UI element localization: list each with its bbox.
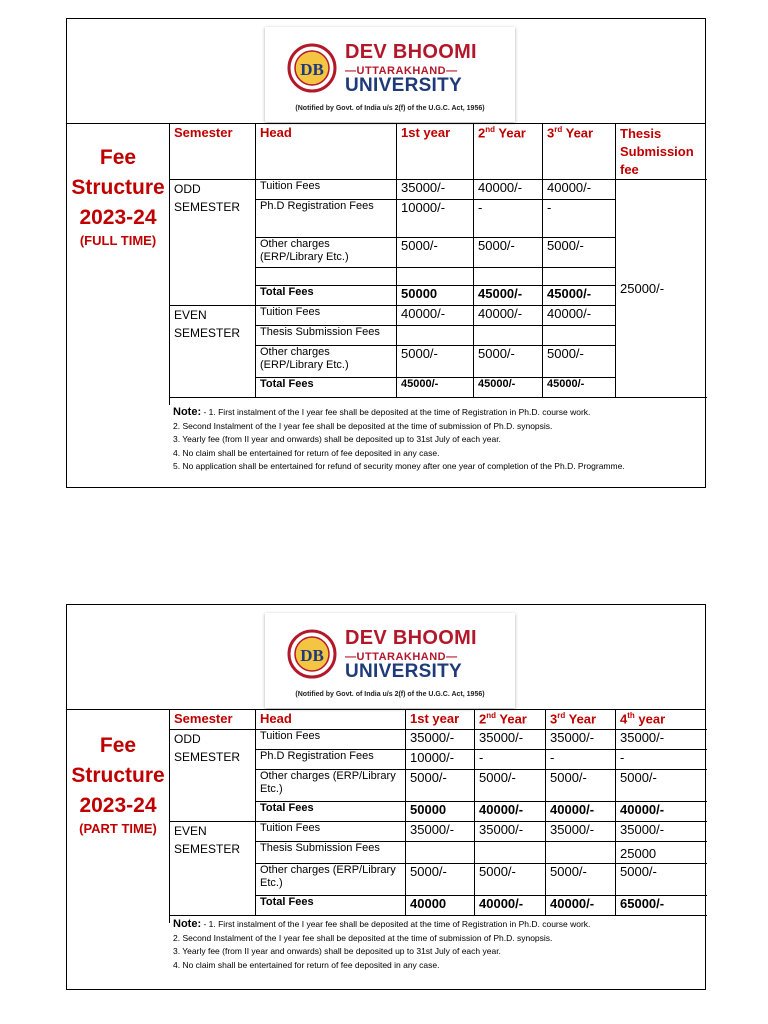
logo-notification: (Notified by Govt. of India u/s 2(f) of the U.G.C. Act, 1956) (295, 105, 485, 112)
row-y4: 35000/- (616, 729, 707, 749)
side-title-line3: 2023-24 (79, 206, 157, 229)
university-emblem-icon (287, 41, 337, 97)
row-y2: 5000/- (475, 769, 546, 801)
row-y1: 40000 (406, 895, 475, 915)
logo-notification: (Notified by Govt. of India u/s 2(f) of the U.G.C. Act, 1956) (295, 691, 485, 698)
row-head: Total Fees (256, 286, 397, 306)
fee-table (169, 709, 707, 916)
row-y3: 5000/- (543, 238, 616, 268)
row-head: Other charges (ERP/Library Etc.) (256, 769, 406, 801)
svg-text:DB: DB (300, 646, 324, 665)
row-y1: 50000 (397, 286, 474, 306)
even-semester-label: EVEN SEMESTER (170, 306, 256, 398)
logo-line2: —UTTARAKHAND— (345, 65, 458, 77)
logo-line2: —UTTARAKHAND— (345, 651, 458, 663)
row-y4: - (616, 749, 707, 769)
fee-structure-full-time (66, 18, 706, 488)
fee-table (169, 123, 707, 398)
university-logo (265, 27, 515, 122)
header-thesis-fee: Thesis Submission fee (616, 123, 707, 180)
row-y3: 35000/- (546, 821, 616, 841)
row-head: Other charges (ERP/Library Etc.) (256, 863, 406, 895)
row-head: Tuition Fees (256, 729, 406, 749)
row-head: Ph.D Registration Fees (256, 200, 397, 238)
header-year1: 1st year (397, 123, 474, 180)
thesis-fee-value: 25000/- (616, 180, 707, 398)
note-line: 3. Yearly fee (from II year and onwards) shall be deposited up to 31st July of each year. (173, 434, 501, 444)
row-y3: - (543, 200, 616, 238)
row-y1: 10000/- (406, 749, 475, 769)
row-y1: 5000/- (406, 769, 475, 801)
row-y1: 5000/- (406, 863, 475, 895)
table-row (170, 729, 707, 749)
note-line: 3. Yearly fee (from II year and onwards) shall be deposited up to 31st July of each year. (173, 946, 501, 956)
logo-line1: DEV BHOOMI (345, 627, 477, 649)
row-y3: 5000/- (543, 346, 616, 378)
odd-semester-label: ODD SEMESTER (170, 180, 256, 306)
side-title-line1: Fee (99, 734, 137, 757)
row-y3: 45000/- (543, 378, 616, 398)
row-y2: 35000/- (475, 821, 546, 841)
row-y1: 45000/- (397, 378, 474, 398)
row-y2: 45000/- (474, 286, 543, 306)
row-head: Ph.D Registration Fees (256, 749, 406, 769)
side-title (67, 123, 170, 405)
logo-line1: DEV BHOOMI (345, 41, 477, 63)
fee-structure-part-time (66, 604, 706, 990)
row-y2: 35000/- (475, 729, 546, 749)
side-title-mode: (FULL TIME) (79, 233, 157, 248)
row-y4: 65000/- (616, 895, 707, 915)
table-header-row (170, 709, 707, 729)
row-head: Other charges (ERP/Library Etc.) (256, 346, 397, 378)
row-head: Total Fees (256, 378, 397, 398)
note-label: Note: (173, 406, 202, 418)
logo-line3: UNIVERSITY (345, 661, 463, 682)
row-y1: 35000/- (397, 180, 474, 200)
even-semester-label: EVEN SEMESTER (170, 821, 256, 915)
row-y1: 35000/- (406, 729, 475, 749)
note-line: 4. No claim shall be entertained for return of fee deposited in any case. (173, 447, 440, 458)
table-header-row (170, 123, 707, 180)
note-line: Note: - 1. First instalment of the I year fee shall be deposited at the time of Registration in Ph.D. course work. (173, 918, 591, 930)
header-row (67, 19, 705, 124)
note-label: Note: (173, 918, 202, 930)
row-y2: 40000/- (474, 180, 543, 200)
row-y3: 5000/- (546, 769, 616, 801)
note-line: 5. No application shall be entertained for refund of security money after one year of completion of the Ph.D. Programme. (173, 461, 625, 471)
row-y3: 35000/- (546, 729, 616, 749)
row-head: Tuition Fees (256, 306, 397, 326)
side-title-mode: (PART TIME) (79, 821, 157, 836)
header-year3: 3rd Year (543, 123, 616, 180)
header-head: Head (256, 709, 406, 729)
header-year2: 2nd Year (474, 123, 543, 180)
row-y4: 5000/- (616, 863, 707, 895)
row-y3: 40000/- (543, 180, 616, 200)
note-line: 2. Second Instalment of the I year fee shall be deposited at the time of submission of Ph.D. synopsis. (173, 932, 553, 943)
row-y3: - (546, 749, 616, 769)
header-year2: 2nd Year (475, 709, 546, 729)
row-y2: 40000/- (475, 801, 546, 821)
row-y2: 40000/- (475, 895, 546, 915)
row-y3: 45000/- (543, 286, 616, 306)
side-title-line1: Fee (99, 146, 137, 169)
row-y1: 40000/- (397, 306, 474, 326)
row-y2: 5000/- (474, 346, 543, 378)
row-y2: 5000/- (474, 238, 543, 268)
header-year4: 4th year (616, 709, 707, 729)
row-y4: 5000/- (616, 769, 707, 801)
row-y2: - (474, 200, 543, 238)
header-year1: 1st year (406, 709, 475, 729)
header-semester: Semester (170, 709, 256, 729)
row-y1: 50000 (406, 801, 475, 821)
table-row (170, 180, 707, 200)
row-y2: 45000/- (474, 378, 543, 398)
odd-semester-label: ODD SEMESTER (170, 729, 256, 821)
row-y1: 35000/- (406, 821, 475, 841)
side-title-line2: Structure (71, 176, 165, 199)
row-y1: 5000/- (397, 346, 474, 378)
university-logo (265, 613, 515, 708)
header-row (67, 605, 705, 710)
row-y3: 40000/- (546, 801, 616, 821)
svg-text:DB: DB (300, 60, 324, 79)
university-emblem-icon (287, 627, 337, 683)
row-head: Tuition Fees (256, 821, 406, 841)
note-line: 4. No claim shall be entertained for return of fee deposited in any case. (173, 959, 440, 970)
table-row (170, 821, 707, 841)
header-year3: 3rd Year (546, 709, 616, 729)
row-y3: 40000/- (543, 306, 616, 326)
row-y1: 10000/- (397, 200, 474, 238)
row-y2: 40000/- (474, 306, 543, 326)
notes (169, 917, 705, 973)
row-y2: - (475, 749, 546, 769)
row-head: Other charges (ERP/Library Etc.) (256, 238, 397, 268)
logo-line3: UNIVERSITY (345, 75, 463, 96)
row-head: Thesis Submission Fees (256, 841, 406, 863)
row-y4: 35000/- (616, 821, 707, 841)
row-y3: 40000/- (546, 895, 616, 915)
notes (169, 405, 705, 475)
row-head: Tuition Fees (256, 180, 397, 200)
row-y3: 5000/- (546, 863, 616, 895)
row-y4: 25000 (616, 841, 707, 863)
row-y4: 40000/- (616, 801, 707, 821)
note-line: 2. Second Instalment of the I year fee shall be deposited at the time of submission of Ph.D. synopsis. (173, 420, 553, 431)
row-head: Thesis Submission Fees (256, 326, 397, 346)
header-semester: Semester (170, 123, 256, 180)
row-head: Total Fees (256, 895, 406, 915)
side-title (67, 709, 170, 923)
header-head: Head (256, 123, 397, 180)
row-y2: 5000/- (475, 863, 546, 895)
note-line: Note: - 1. First instalment of the I year fee shall be deposited at the time of Registration in Ph.D. course work. (173, 406, 591, 418)
side-title-line2: Structure (71, 764, 165, 787)
side-title-line3: 2023-24 (79, 794, 157, 817)
row-head: Total Fees (256, 801, 406, 821)
row-y1: 5000/- (397, 238, 474, 268)
